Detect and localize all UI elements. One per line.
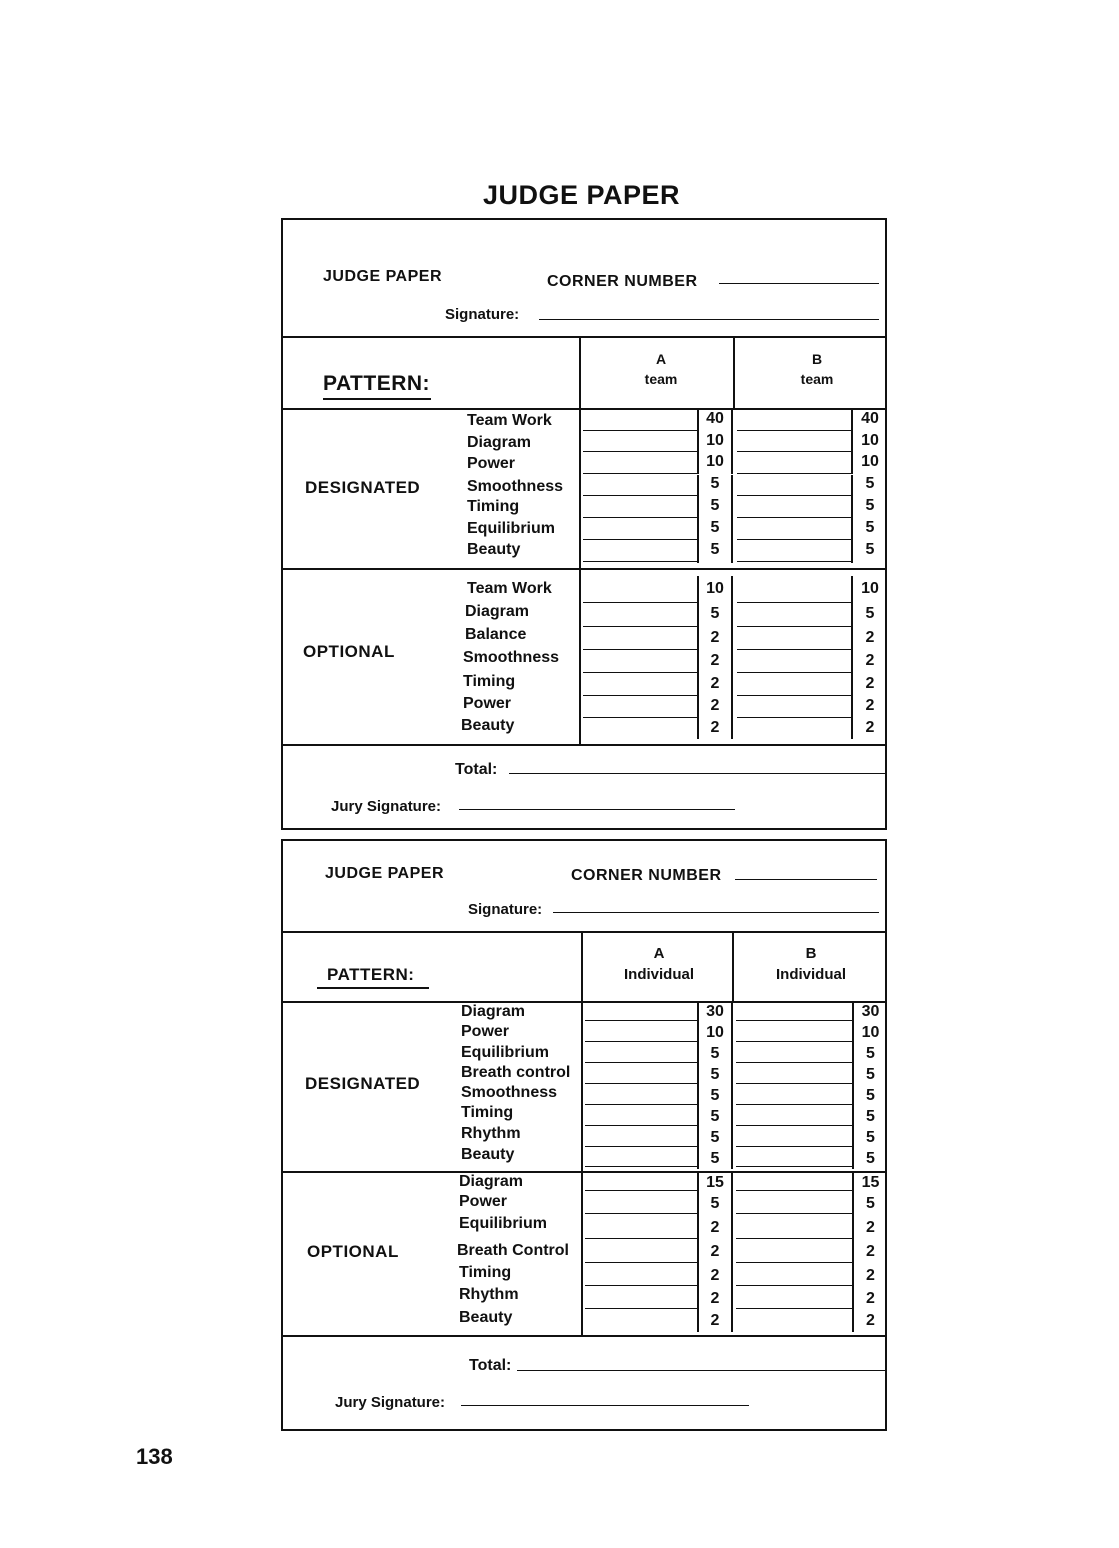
section-label: OPTIONAL [307, 1242, 399, 1261]
score-b-field[interactable] [737, 430, 851, 431]
max-score-b: 10 [851, 576, 887, 602]
score-b-field[interactable] [737, 626, 851, 627]
pattern-underline [317, 987, 429, 989]
judge-paper-team-form [281, 218, 887, 830]
max-score-a: 5 [697, 475, 733, 497]
max-score-a: 2 [697, 1215, 733, 1240]
max-score-b: 10 [852, 1022, 887, 1043]
signature-label: Signature: [445, 306, 520, 323]
jury-signature-label: Jury Signature: [335, 1394, 446, 1411]
score-a-field[interactable] [583, 451, 697, 452]
max-score-b: 5 [851, 541, 887, 563]
max-score-a: 10 [697, 576, 733, 602]
column-b-sub: Individual [775, 966, 846, 983]
max-score-b: 30 [852, 1001, 887, 1022]
score-b-field[interactable] [736, 1083, 852, 1084]
max-score-b: 5 [852, 1064, 887, 1085]
max-score-b: 10 [851, 453, 887, 474]
criterion-label: Equilibrium [459, 1215, 547, 1232]
score-b-field[interactable] [736, 1262, 852, 1263]
max-score-b: 40 [851, 410, 887, 432]
max-score-a: 5 [697, 497, 733, 519]
score-b-field[interactable] [736, 1146, 852, 1147]
criterion-label: Beauty [459, 1309, 513, 1326]
total-field[interactable] [509, 773, 887, 774]
max-score-b: 5 [852, 1043, 887, 1064]
criterion-label: Power [461, 1023, 510, 1040]
max-score-b: 5 [852, 1192, 887, 1215]
max-score-a: 5 [697, 519, 733, 541]
score-b-field[interactable] [737, 451, 851, 452]
criterion-label: Power [459, 1193, 508, 1210]
score-a-field[interactable] [585, 1104, 697, 1105]
max-score-b: 5 [851, 497, 887, 519]
score-a-field[interactable] [583, 561, 697, 562]
pattern-label: PATTERN: [327, 965, 415, 984]
score-b-field[interactable] [737, 495, 851, 496]
score-b-field[interactable] [737, 672, 851, 673]
max-score-a: 5 [697, 602, 733, 626]
score-a-field[interactable] [583, 517, 697, 518]
max-score-a: 10 [697, 432, 733, 453]
form-header-title: JUDGE PAPER [323, 268, 443, 285]
criterion-label: Power [463, 695, 512, 712]
max-score-a: 2 [697, 672, 733, 695]
score-a-field[interactable] [585, 1146, 697, 1147]
score-area [579, 408, 581, 568]
criterion-label: Beauty [461, 1146, 515, 1163]
max-score-a: 5 [697, 541, 733, 563]
max-score-a: 2 [697, 695, 733, 717]
score-b-field[interactable] [736, 1238, 852, 1239]
score-a-field[interactable] [585, 1190, 697, 1191]
score-b-field[interactable] [736, 1041, 852, 1042]
score-b-field[interactable] [737, 717, 851, 718]
max-score-b: 2 [851, 717, 887, 739]
max-score-b: 2 [852, 1287, 887, 1310]
score-a-field[interactable] [585, 1020, 697, 1021]
max-score-b: 2 [852, 1310, 887, 1332]
max-score-a: 2 [697, 1264, 733, 1287]
signature-field[interactable] [539, 319, 879, 320]
max-score-a: 2 [697, 717, 733, 739]
criterion-label: Rhythm [459, 1286, 519, 1303]
max-score-b: 2 [851, 672, 887, 695]
total-label: Total: [469, 1357, 512, 1374]
optional-section [283, 570, 885, 746]
column-a-sub: Individual [623, 966, 694, 983]
optional-section [283, 1173, 885, 1337]
max-score-b: 2 [852, 1264, 887, 1287]
score-a-field[interactable] [585, 1083, 697, 1084]
score-a-field[interactable] [583, 430, 697, 431]
criterion-label: Smoothness [463, 649, 560, 666]
criterion-label: Equilibrium [467, 520, 555, 537]
column-b-sub: team [800, 370, 834, 387]
score-a-field[interactable] [585, 1041, 697, 1042]
criterion-label: Power [467, 455, 516, 472]
total-field[interactable] [517, 1370, 887, 1371]
criterion-label: Diagram [465, 603, 530, 620]
score-b-field[interactable] [736, 1285, 852, 1286]
max-score-b: 2 [851, 695, 887, 717]
criterion-label: Balance [465, 626, 527, 643]
max-score-a: 30 [697, 1001, 733, 1022]
score-a-field[interactable] [583, 626, 697, 627]
max-score-a: 2 [697, 1310, 733, 1332]
score-b-field[interactable] [736, 1166, 852, 1167]
jury-signature-field[interactable] [461, 1405, 749, 1406]
score-b-field[interactable] [736, 1104, 852, 1105]
score-a-field[interactable] [585, 1285, 697, 1286]
column-divider [733, 336, 735, 408]
max-score-b: 5 [851, 519, 887, 541]
score-b-field[interactable] [737, 602, 851, 603]
score-a-field[interactable] [583, 695, 697, 696]
criterion-label: Team Work [467, 412, 552, 429]
score-a-field[interactable] [583, 473, 697, 474]
form-header-title: JUDGE PAPER [325, 865, 445, 882]
page-title: JUDGE PAPER [482, 180, 681, 210]
score-area [581, 1173, 583, 1335]
max-score-a: 10 [697, 453, 733, 474]
corner-number-label: CORNER NUMBER [571, 867, 722, 884]
score-b-field[interactable] [736, 1308, 852, 1309]
max-score-b: 5 [852, 1106, 887, 1127]
max-score-b: 2 [852, 1215, 887, 1240]
max-score-a: 2 [697, 626, 733, 649]
column-a-letter: A [653, 945, 665, 962]
score-a-field[interactable] [585, 1213, 697, 1214]
score-b-field[interactable] [736, 1213, 852, 1214]
max-score-a: 40 [697, 410, 733, 432]
corner-number-field[interactable] [719, 283, 879, 284]
criterion-label: Timing [461, 1104, 514, 1121]
corner-number-label: CORNER NUMBER [547, 273, 698, 290]
column-a-sub: team [644, 370, 678, 387]
score-b-field[interactable] [737, 473, 851, 474]
criterion-label: Timing [467, 498, 520, 515]
max-score-a: 5 [697, 1085, 733, 1106]
column-b-letter: B [811, 351, 823, 367]
max-score-a: 5 [697, 1148, 733, 1169]
form-header [283, 220, 885, 338]
column-b-letter: B [805, 945, 817, 962]
max-score-a: 5 [697, 1106, 733, 1127]
max-score-b: 2 [851, 626, 887, 649]
score-a-field[interactable] [583, 672, 697, 673]
score-a-field[interactable] [585, 1238, 697, 1239]
score-a-field[interactable] [585, 1308, 697, 1309]
score-a-field[interactable] [585, 1062, 697, 1063]
column-a-header [589, 943, 729, 985]
pattern-label: PATTERN: [323, 372, 431, 395]
criterion-label: Team Work [467, 580, 552, 597]
max-score-a: 2 [697, 649, 733, 672]
score-b-field[interactable] [736, 1190, 852, 1191]
criterion-label: Smoothness [467, 478, 564, 495]
score-b-field[interactable] [737, 561, 851, 562]
column-a-header [591, 350, 731, 389]
column-header-row [283, 931, 885, 1003]
max-score-b: 5 [852, 1085, 887, 1106]
max-score-b: 2 [851, 649, 887, 672]
score-a-field[interactable] [583, 649, 697, 650]
max-score-b: 2 [852, 1240, 887, 1264]
score-area [579, 570, 581, 744]
max-score-b: 10 [851, 432, 887, 453]
section-label: DESIGNATED [305, 478, 421, 497]
criterion-label: Beauty [467, 541, 521, 558]
pattern-underline [323, 398, 431, 400]
score-a-field[interactable] [585, 1262, 697, 1263]
max-score-a: 5 [697, 1192, 733, 1215]
score-b-field[interactable] [736, 1125, 852, 1126]
score-b-field[interactable] [737, 539, 851, 540]
criterion-label: Breath control [461, 1064, 571, 1081]
judge-paper-individual-form [281, 839, 887, 1431]
form-header [283, 841, 885, 933]
designated-section [283, 1001, 885, 1173]
criterion-label: Smoothness [461, 1084, 558, 1101]
total-label: Total: [455, 761, 498, 778]
column-divider [581, 931, 583, 1001]
section-label: OPTIONAL [303, 642, 395, 661]
criterion-label: Timing [459, 1264, 512, 1281]
score-a-field[interactable] [583, 495, 697, 496]
column-header-row [283, 336, 885, 410]
criterion-label: Rhythm [461, 1125, 521, 1142]
column-b-header [741, 943, 881, 985]
max-score-b: 5 [851, 602, 887, 626]
criterion-label: Diagram [461, 1003, 526, 1020]
max-score-b: 5 [852, 1127, 887, 1148]
criterion-label: Beauty [461, 717, 515, 734]
column-a-letter: A [655, 351, 667, 367]
score-a-field[interactable] [583, 539, 697, 540]
max-score-a: 10 [697, 1022, 733, 1043]
criterion-label: Diagram [467, 434, 532, 451]
page-number: 138 [136, 1444, 173, 1469]
max-score-a: 2 [697, 1287, 733, 1310]
signature-label: Signature: [468, 901, 543, 918]
max-score-a: 5 [697, 1043, 733, 1064]
score-a-field[interactable] [583, 717, 697, 718]
max-score-b: 5 [852, 1148, 887, 1169]
designated-section [283, 408, 885, 570]
max-score-a: 5 [697, 1064, 733, 1085]
max-score-a: 5 [697, 1127, 733, 1148]
score-area [581, 1001, 583, 1171]
criterion-label: Equilibrium [461, 1044, 549, 1061]
score-b-field[interactable] [737, 649, 851, 650]
column-divider [579, 336, 581, 408]
max-score-b: 5 [851, 475, 887, 497]
jury-signature-label: Jury Signature: [331, 798, 442, 815]
score-b-field[interactable] [737, 517, 851, 518]
criterion-label: Breath Control [457, 1242, 569, 1259]
section-label: DESIGNATED [305, 1074, 421, 1093]
max-score-a: 2 [697, 1240, 733, 1264]
score-a-field[interactable] [585, 1166, 697, 1167]
score-b-field[interactable] [736, 1020, 852, 1021]
score-a-field[interactable] [585, 1125, 697, 1126]
column-divider [732, 931, 734, 1001]
corner-number-field[interactable] [735, 879, 877, 880]
score-b-field[interactable] [736, 1062, 852, 1063]
max-score-a: 15 [697, 1173, 733, 1192]
score-a-field[interactable] [583, 602, 697, 603]
column-b-header [747, 350, 887, 389]
criterion-label: Diagram [459, 1173, 524, 1190]
signature-field[interactable] [553, 912, 879, 913]
jury-signature-field[interactable] [459, 809, 735, 810]
criterion-label: Timing [463, 673, 516, 690]
score-b-field[interactable] [737, 695, 851, 696]
max-score-b: 15 [852, 1173, 887, 1192]
